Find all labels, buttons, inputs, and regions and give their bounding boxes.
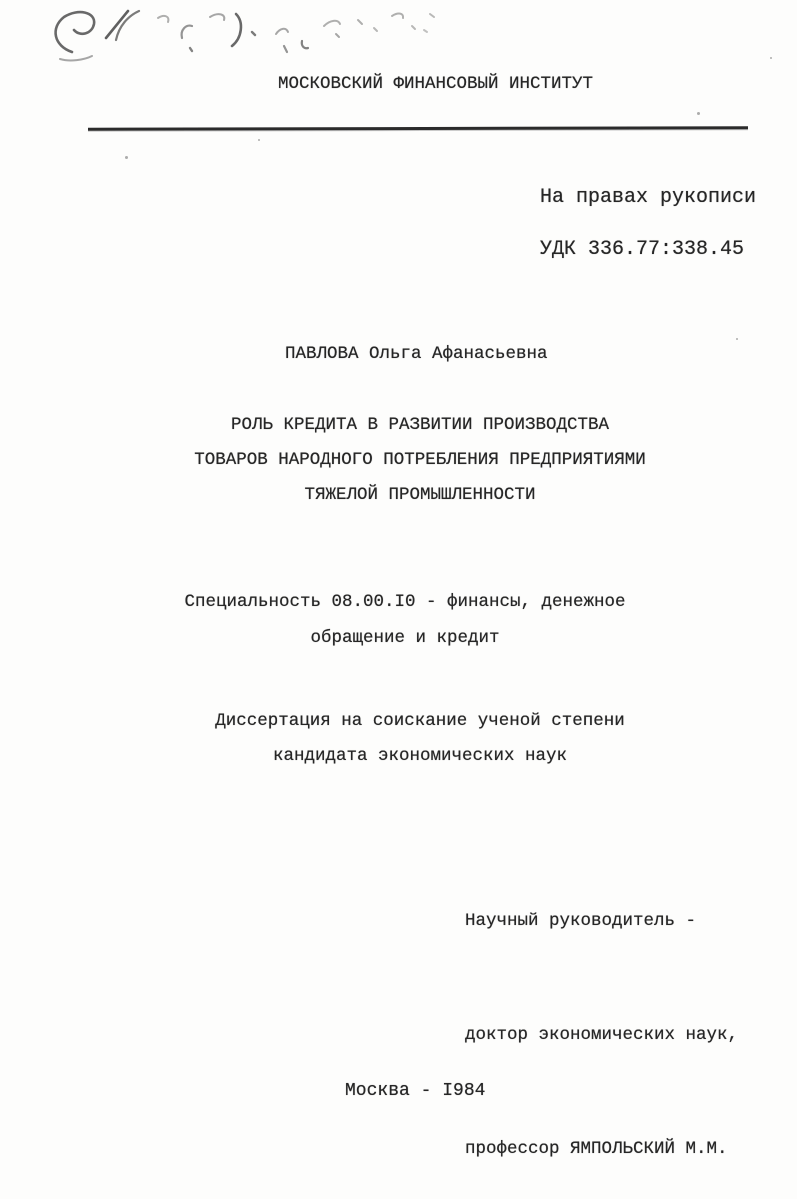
supervisor-line-1: Научный руководитель - [465,911,697,931]
title-line-3: ТЯЖЕЛОЙ ПРОМЫШЛЕННОСТИ [304,485,536,505]
udc-code: УДК 336.77:338.45 [540,238,745,261]
title-line-1: РОЛЬ КРЕДИТА В РАЗВИТИИ ПРОИЗВОДСТВА [230,415,610,435]
specialty-line-1: Специальность 08.00.I0 - финансы, денежное [184,592,626,612]
supervisor-line-2: доктор экономических наук, [465,1025,739,1045]
manuscript-rights-note: На правах рукописи [540,186,757,209]
dissertation-title [150,408,690,513]
title-line-2: ТОВАРОВ НАРОДНОГО ПОТРЕБЛЕНИЯ ПРЕДПРИЯТИЯМИ [194,450,646,470]
degree-line-2: кандидата экономических наук [272,746,568,766]
scan-speck [697,112,700,115]
header-divider-rule [88,126,748,130]
scan-speck [770,57,772,59]
degree-line-1: Диссертация на соискание ученой степени [215,711,625,731]
scan-speck [736,338,738,340]
city-year-imprint: Москва - I984 [345,1081,486,1101]
institute-name: МОСКОВСКИЙ ФИНАНСОВЫЙ ИНСТИТУТ [278,74,594,94]
degree-statement [150,704,690,774]
supervisor-block [465,826,738,1199]
specialty-block [135,584,675,656]
specialty-line-2: обращение и кредит [310,628,500,648]
author-name: ПАВЛОВА Ольга Афанасьевна [285,344,548,364]
handwritten-scrawl-mark [40,4,450,66]
scan-speck [125,156,128,159]
scan-speck [258,139,260,141]
supervisor-line-3: профессор ЯМПОЛЬСКИЙ М.М. [465,1139,728,1159]
